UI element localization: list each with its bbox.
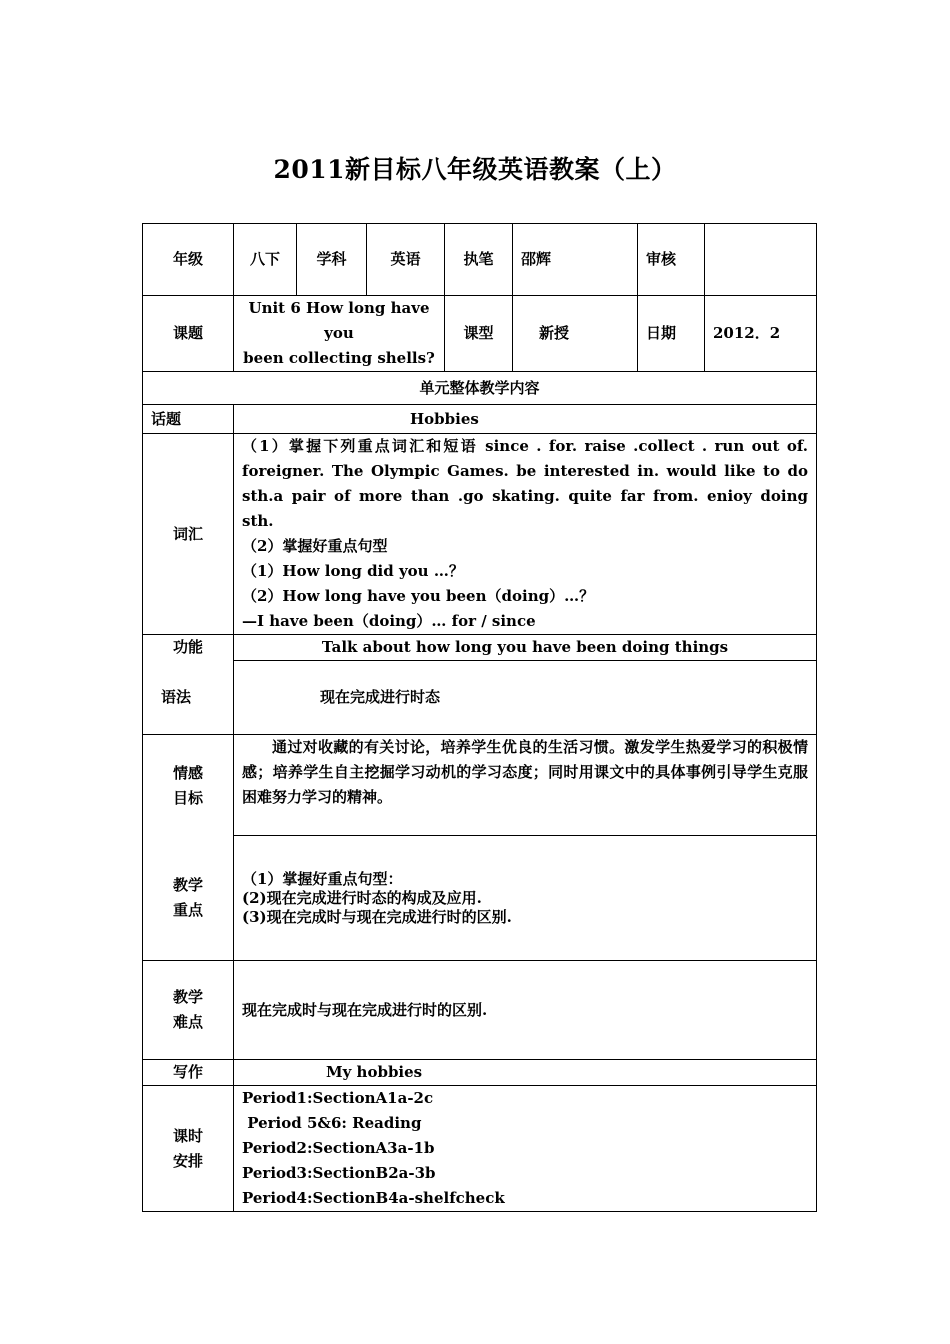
lesson-topic-line-2: been collecting shells? (243, 349, 435, 367)
lesson-topic-value (234, 296, 445, 372)
emotion-row (143, 735, 817, 836)
schedule-label-line-1: 课时 (172, 1126, 203, 1145)
schedule-content (234, 1086, 817, 1212)
function-value: Talk about how long you have been doing things (234, 635, 817, 661)
unit-heading: 单元整体教学内容 (143, 372, 817, 405)
lesson-topic-label: 课题 (143, 296, 234, 372)
key-points-label-line-2: 重点 (172, 900, 203, 919)
grammar-row (143, 661, 817, 735)
topic-row (143, 405, 817, 434)
schedule-line: Period3:SectionB2a-3b (242, 1164, 436, 1182)
key-points-row (143, 836, 817, 961)
topic-value: Hobbies (234, 405, 817, 434)
review-value (705, 224, 817, 296)
subject-value: 英语 (367, 224, 445, 296)
key-points-label-line-1: 教学 (172, 875, 203, 894)
function-label: 功能 (143, 635, 234, 661)
vocab-line: （1）掌握下列重点词汇和短语 since . for. raise .collect . run out of. foreigner. The Olympic Games. be interested in. would like to do sth.a pair of more than .go skating. quite far from. enioy doing sth. (242, 437, 808, 530)
document-title: 2011新目标八年级英语教案（上） (273, 155, 677, 184)
grammar-value: 现在完成进行时态 (234, 661, 817, 735)
author-value: 邵辉 (513, 224, 638, 296)
grade-label: 年级 (143, 224, 234, 296)
emotion-label (143, 735, 234, 836)
emotion-text: 通过对收藏的有关讨论，培养学生优良的生活习惯。激发学生热爱学习的积极情感；培养学生自主挖掘学习动机的学习态度；同时用课文中的具体事例引导学生克服困难努力学习的精神。 (242, 738, 808, 806)
writing-value: My hobbies (234, 1060, 817, 1086)
schedule-label (143, 1086, 234, 1212)
key-points-label (143, 836, 234, 961)
difficulties-label (143, 961, 234, 1060)
author-label: 执笔 (445, 224, 513, 296)
vocab-line: —I have been（doing）… for / since (242, 612, 536, 630)
vocab-line: （2）How long have you been（doing）…？ (242, 587, 595, 605)
difficulties-label-line-2: 难点 (172, 1013, 203, 1031)
difficulties-value: 现在完成时与现在完成进行时的区别. (234, 961, 817, 1060)
topic-type-row (143, 296, 817, 372)
vocab-row (143, 434, 817, 635)
vocab-line: （2）掌握好重点句型 (242, 537, 388, 555)
writing-label: 写作 (143, 1060, 234, 1086)
lesson-type-value: 新授 (513, 296, 638, 372)
vocab-label: 词汇 (143, 434, 234, 635)
difficulties-row (143, 961, 817, 1060)
function-row (143, 635, 817, 661)
vocab-line: （1）How long did you …？ (242, 562, 464, 580)
header-row (143, 224, 817, 296)
review-label: 审核 (638, 224, 705, 296)
topic-label: 话题 (143, 405, 234, 434)
schedule-line: Period1:SectionA1a-2c (242, 1089, 434, 1107)
key-point-line: (3)现在完成时与现在完成进行时的区别. (242, 907, 512, 926)
schedule-row (143, 1086, 817, 1212)
key-point-line: (2)现在完成进行时态的构成及应用. (242, 888, 482, 907)
emotion-label-line-1: 情感 (172, 764, 203, 782)
schedule-label-line-2: 安排 (172, 1151, 203, 1170)
emotion-label-line-2: 目标 (172, 789, 203, 807)
lesson-type-label: 课型 (445, 296, 513, 372)
date-label: 日期 (638, 296, 705, 372)
schedule-line: Period 5&6: Reading (242, 1114, 422, 1132)
schedule-line: Period4:SectionB4a-shelfcheck (242, 1189, 505, 1207)
key-points-content (234, 836, 817, 961)
unit-heading-row (143, 372, 817, 405)
grade-value: 八下 (234, 224, 297, 296)
lesson-topic-line-1: Unit 6 How long have you (248, 299, 430, 342)
subject-label: 学科 (297, 224, 367, 296)
difficulties-label-line-1: 教学 (172, 988, 203, 1006)
key-point-line: （1）掌握好重点句型： (242, 869, 403, 888)
date-value: 2012．2 (705, 296, 817, 372)
emotion-content (234, 735, 817, 836)
grammar-label: 语法 (143, 661, 234, 735)
lesson-plan-table (142, 223, 817, 1212)
vocab-content (234, 434, 817, 635)
schedule-line: Period2:SectionA3a-1b (242, 1139, 435, 1157)
writing-row (143, 1060, 817, 1086)
